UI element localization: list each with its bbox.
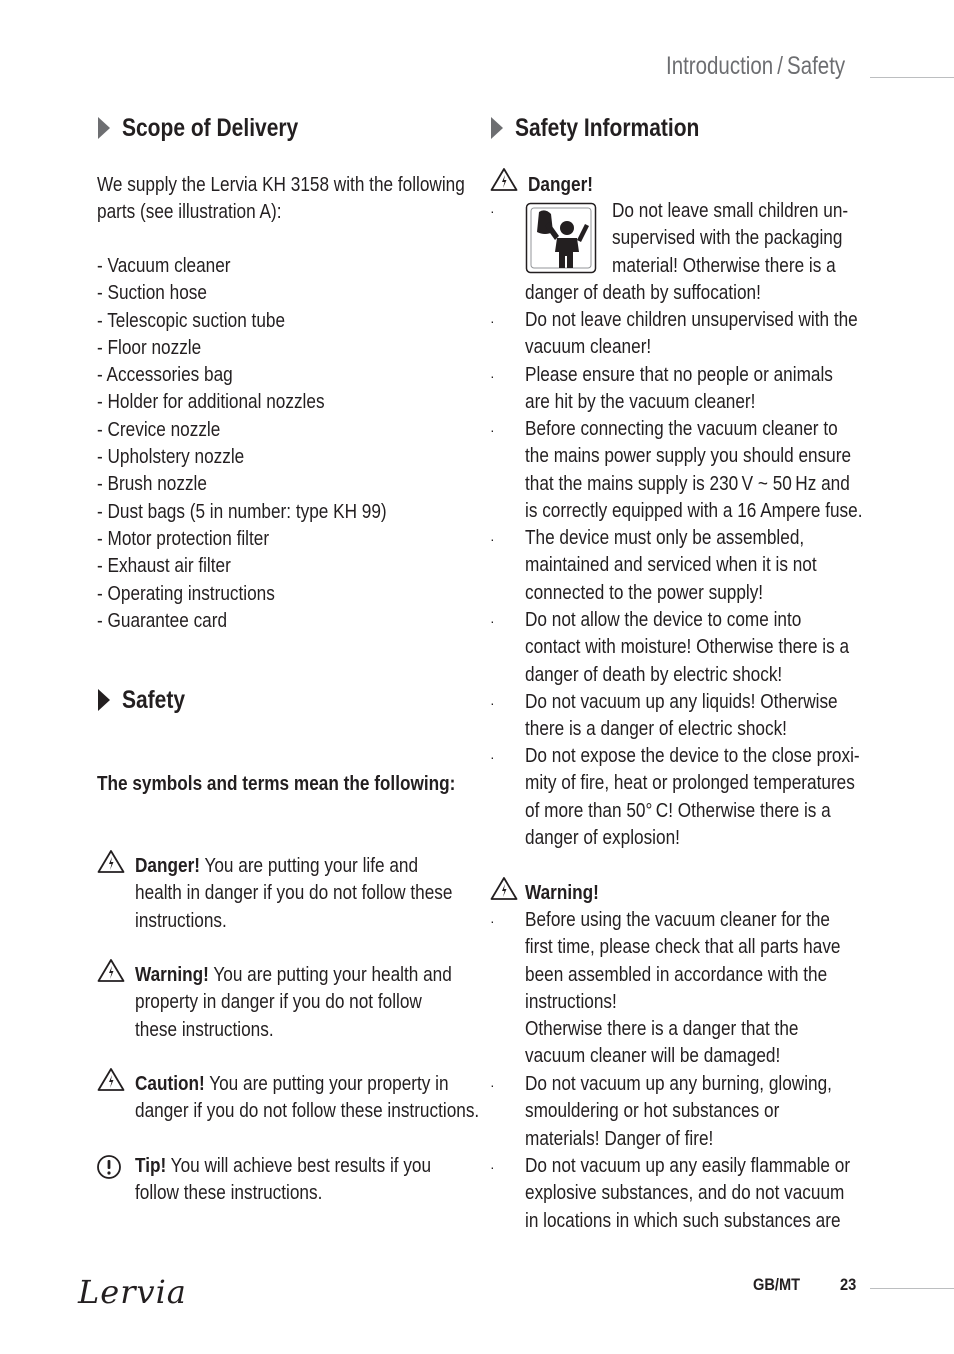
warning-triangle-icon: [97, 958, 125, 983]
danger-item-text: Do not leave small children un-: [612, 200, 849, 222]
danger-item-text: The device must only be assembled,: [525, 527, 805, 549]
bullet: ·: [490, 695, 495, 711]
bullet: ·: [490, 613, 495, 629]
danger-item-text: danger of death by electric shock!: [525, 663, 783, 686]
scope-list-item: - Holder for additional nozzles: [97, 391, 325, 414]
warning-item: [525, 1071, 882, 1153]
symbol-text: You will achieve best results if you: [166, 1155, 432, 1177]
danger-item-text: contact with moisture! Otherwise there is a: [525, 636, 850, 659]
warning-item-text: instructions!: [525, 990, 617, 1013]
scope-list-item: - Vacuum cleaner: [97, 255, 231, 277]
scope-list-item: - Suction hose: [97, 282, 207, 305]
danger-item-text: Do not leave children unsupervised with the: [525, 309, 858, 331]
brand-logo: Lervia: [78, 1273, 187, 1311]
warning-item-text: Do not vacuum up any easily flammable or: [525, 1155, 851, 1177]
symbol-warning: [135, 962, 503, 1044]
warning-label: Warning!: [525, 882, 599, 904]
warning-item-text: first time, please check that all parts have: [525, 936, 841, 959]
scope-list-item: - Operating instructions: [97, 582, 275, 605]
danger-item-text: mity of fire, heat or prolonged temperatures: [525, 772, 855, 795]
warning-item-text: in locations in which such substances are: [525, 1209, 841, 1232]
section-arrow-icon: [98, 689, 110, 711]
scope-intro-line: parts (see illustration A):: [97, 201, 282, 224]
warning-item-text: smouldering or hot substances or: [525, 1100, 780, 1123]
child-suffocation-warning-icon: [525, 202, 597, 274]
scope-list-item: - Crevice nozzle: [97, 418, 221, 441]
warning-item: [525, 907, 892, 1071]
danger-item-text: Before connecting the vacuum cleaner to: [525, 418, 838, 440]
warning-item-text: been assembled in accordance with the: [525, 963, 828, 986]
section-arrow-icon: [98, 117, 110, 139]
symbol-text: You are putting your property in: [204, 1073, 449, 1095]
scope-list-item: - Dust bags (5 in number: type KH 99): [97, 500, 387, 523]
page-header-title: Introduction / Safety: [666, 52, 846, 80]
danger-item-text: supervised with the packaging: [612, 227, 843, 250]
danger-item-text: danger of explosion!: [525, 826, 680, 849]
danger-item: [525, 362, 883, 417]
warning-item-text: Otherwise there is a danger that the: [525, 1018, 799, 1041]
danger-item-text: vacuum cleaner!: [525, 336, 652, 359]
scope-list: [97, 253, 434, 635]
symbol-text: instructions.: [135, 909, 227, 932]
warning-item: [525, 1153, 903, 1235]
danger-item-text: is correctly equipped with a 16 Ampere fuse.: [525, 499, 863, 522]
symbol-term: Caution!: [135, 1073, 205, 1095]
symbol-tip: [135, 1153, 479, 1208]
danger-item: [525, 525, 864, 607]
bullet: ·: [490, 368, 495, 384]
symbol-term: Tip!: [135, 1155, 167, 1177]
danger-item-text: Do not expose the device to the close proxi-: [525, 745, 860, 767]
danger-item-text: Do not allow the device to come into: [525, 609, 802, 631]
symbols-title: The symbols and terms mean the following:: [97, 773, 456, 795]
exclamation-circle-icon: [96, 1154, 122, 1180]
danger-item-text: danger of death by suffocation!: [525, 282, 761, 304]
warning-item-text: Before using the vacuum cleaner for the: [525, 909, 831, 931]
scope-list-item: - Exhaust air filter: [97, 555, 231, 578]
danger-item: [525, 607, 902, 689]
symbol-danger: [135, 853, 504, 935]
scope-list-item: - Brush nozzle: [97, 473, 207, 496]
symbol-text: these instructions.: [135, 1018, 274, 1041]
bullet: ·: [490, 749, 495, 765]
danger-item-text: are hit by the vacuum cleaner!: [525, 391, 756, 414]
symbol-text: follow these instructions.: [135, 1182, 323, 1205]
danger-item: [525, 416, 917, 525]
danger-item: [525, 689, 889, 744]
danger-item: [525, 307, 912, 362]
danger-item-text: that the mains supply is 230 V ~ 50 Hz and: [525, 472, 850, 495]
danger-item-text: Please ensure that no people or animals: [525, 364, 833, 386]
scope-list-item: - Telescopic suction tube: [97, 309, 286, 332]
header-rule: [870, 77, 954, 78]
symbol-term: Danger!: [135, 855, 200, 877]
safety-info-heading: Safety Information: [515, 114, 700, 142]
bullet: ·: [490, 1077, 495, 1093]
bullet: ·: [490, 1159, 495, 1175]
danger-item: [525, 743, 914, 852]
section-arrow-icon: [491, 117, 503, 139]
bullet: ·: [490, 313, 495, 329]
danger-item-text: connected to the power supply!: [525, 581, 764, 604]
danger-item-text: of more than 50° C! Otherwise there is a: [525, 799, 831, 822]
bullet: ·: [490, 422, 495, 438]
symbol-text: You are putting your life and: [199, 855, 419, 877]
warning-triangle-icon: [97, 849, 125, 874]
symbol-text: property in danger if you do not follow: [135, 991, 422, 1014]
scope-list-item: - Floor nozzle: [97, 336, 202, 359]
scope-list-item: - Guarantee card: [97, 609, 228, 632]
safety-heading: Safety: [122, 686, 186, 714]
bullet: ·: [490, 913, 495, 929]
symbol-caution: [135, 1071, 535, 1126]
danger-item-text: the mains power supply you should ensure: [525, 445, 852, 468]
danger-label: Danger!: [528, 174, 593, 196]
scope-heading: Scope of Delivery: [122, 114, 299, 142]
symbol-text: health in danger if you do not follow these: [135, 882, 453, 905]
footer-rule: [870, 1288, 954, 1289]
warning-triangle-icon: [490, 876, 518, 901]
warning-item-text: Do not vacuum up any burning, glowing,: [525, 1073, 832, 1095]
scope-list-item: - Accessories bag: [97, 364, 233, 387]
page-number: 23: [840, 1275, 857, 1294]
warning-triangle-icon: [490, 167, 518, 192]
danger-item-text: material! Otherwise there is a: [612, 254, 836, 277]
danger-item-text: maintained and serviced when it is not: [525, 554, 817, 577]
warning-item-text: materials! Danger of fire!: [525, 1127, 714, 1150]
scope-intro: [97, 172, 525, 227]
warning-item-text: explosive substances, and do not vacuum: [525, 1182, 845, 1205]
symbol-text: danger if you do not follow these instructions.: [135, 1100, 480, 1123]
scope-intro-line: We supply the Lervia KH 3158 with the following: [97, 174, 465, 196]
scope-list-item: - Motor protection filter: [97, 527, 270, 550]
footer-region: GB/MT: [753, 1275, 801, 1294]
scope-list-item: - Upholstery nozzle: [97, 446, 245, 469]
bullet: ·: [490, 531, 495, 547]
danger-item-first: [612, 198, 887, 280]
symbol-text: You are putting your health and: [208, 964, 452, 986]
warning-triangle-icon: [97, 1067, 125, 1092]
danger-item-text: there is a danger of electric shock!: [525, 718, 787, 741]
bullet: ·: [490, 203, 495, 219]
symbol-term: Warning!: [135, 964, 209, 986]
warning-item-text: vacuum cleaner will be damaged!: [525, 1045, 781, 1068]
danger-item-text: Do not vacuum up any liquids! Otherwise: [525, 691, 838, 713]
